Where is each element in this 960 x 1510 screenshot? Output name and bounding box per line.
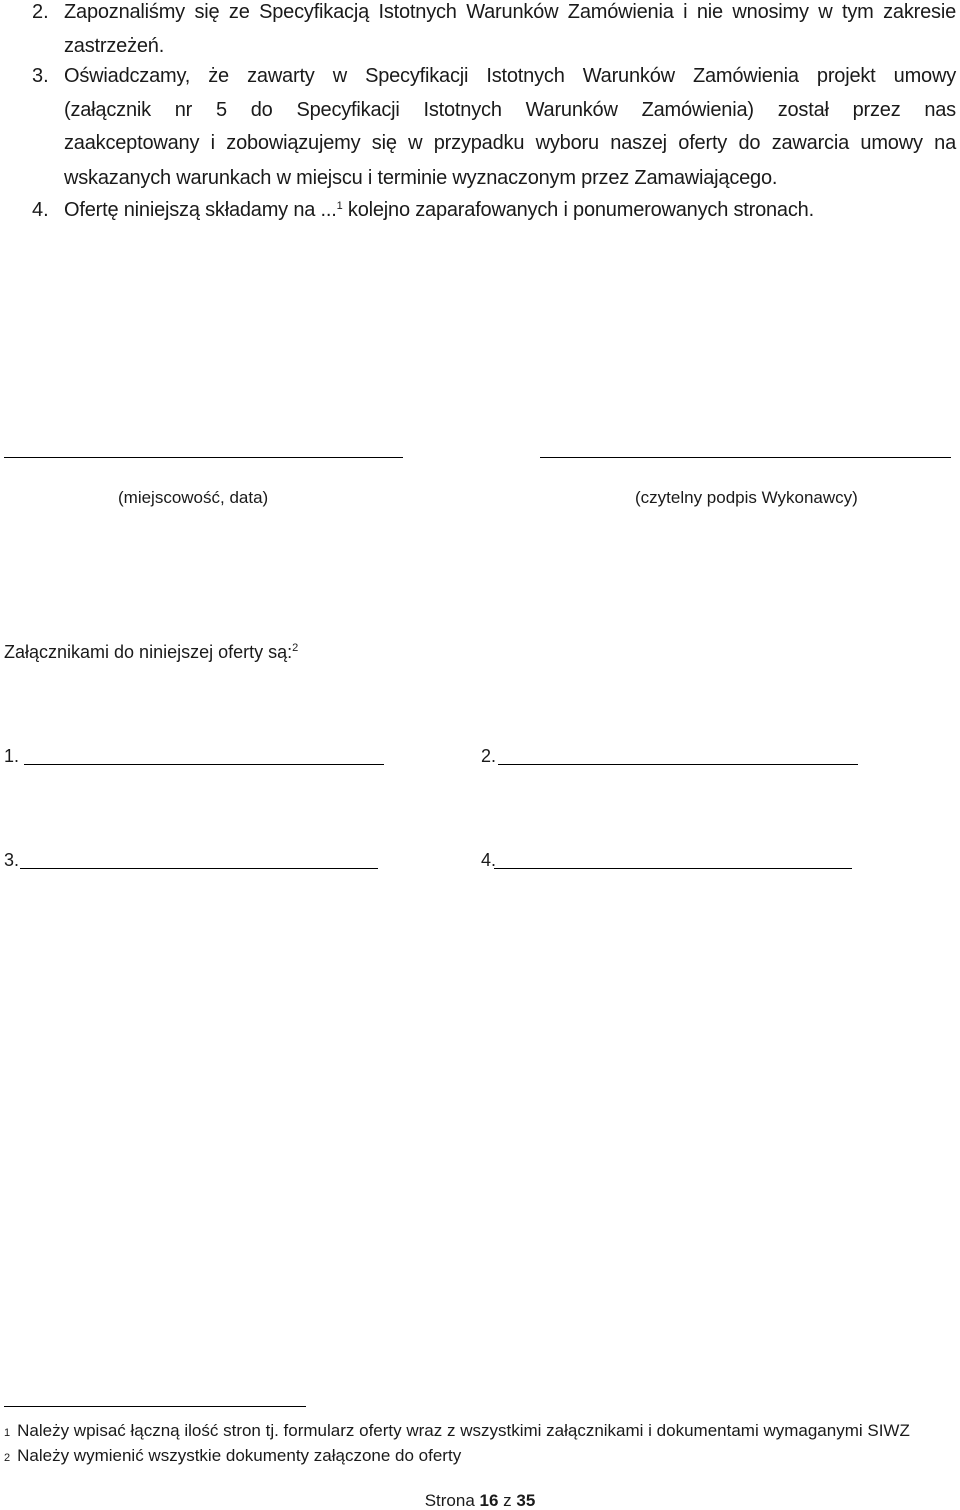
- item-text-line: [64, 200, 814, 220]
- item-text-line: Oświadczamy, że zawarty w Specyfikacji Istotnych Warunków Zamówienia projekt umowy: [64, 65, 956, 87]
- item-text-line: zaakceptowany i zobowiązujemy się w przypadku wyboru naszej oferty do zawarcia umowy na: [64, 132, 956, 154]
- footnote-ref: 1: [336, 200, 343, 212]
- item-text-line: Zapoznaliśmy się ze Specyfikacją Istotnych Warunków Zamówienia i nie wnosimy w tym zakresie: [64, 1, 956, 23]
- attachments-heading: Załącznikami do niniejszej oferty są:$^2$: [4, 642, 299, 662]
- footnote-2: [4, 1447, 461, 1465]
- item-text-line: (załącznik nr 5 do Specyfikacji Istotnych Warunków Zamówienia) został przez nas: [64, 99, 956, 121]
- attachment-label-1: 1.: [4, 746, 20, 766]
- footnote-marker: 2: [4, 1452, 11, 1464]
- signature-caption: (czytelny podpis Wykonawcy): [635, 488, 858, 507]
- attachment-line-2: [498, 764, 858, 765]
- total-pages: 35: [516, 1491, 536, 1510]
- item-text-line: wskazanych warunkach w miejscu i terminie wyznaczonym przez Zamawiającego.: [64, 167, 778, 189]
- attachment-label-2: 2.: [481, 746, 497, 766]
- item-text-after: kolejno zaparafowanych i ponumerowanych stronach.: [342, 199, 814, 221]
- current-page: 16: [479, 1491, 499, 1510]
- item-number: 3.: [32, 65, 49, 87]
- attachment-label-3: 3.: [4, 850, 20, 870]
- place-date-caption: (miejscowość, data): [118, 488, 269, 507]
- footnote-1: [4, 1422, 910, 1440]
- item-text-before: Ofertę niniejszą składamy na ...: [64, 199, 337, 221]
- footnote-separator: [4, 1406, 306, 1407]
- footnote-marker: 1: [4, 1427, 11, 1439]
- footnote-text: Należy wpisać łączną ilość stron tj. formularz oferty wraz z wszystkimi załącznikami i dokumentami wymaganymi SIWZ: [17, 1421, 910, 1440]
- attachment-line-4: [494, 868, 852, 869]
- item-number: 4.: [32, 199, 49, 221]
- place-date-line: [4, 457, 403, 458]
- footnote-text: Należy wymienić wszystkie dokumenty załączone do oferty: [17, 1446, 462, 1465]
- item-number: 2.: [32, 1, 49, 23]
- attachment-line-1: [24, 764, 384, 765]
- attachment-label-4: 4.: [481, 850, 497, 870]
- attachment-line-3: [20, 868, 378, 869]
- signature-line: [540, 457, 951, 458]
- page-number: Strona 16 z 35: [424, 1491, 536, 1510]
- footnote-ref: 2: [292, 642, 299, 654]
- item-text-line: zastrzeżeń.: [64, 35, 165, 57]
